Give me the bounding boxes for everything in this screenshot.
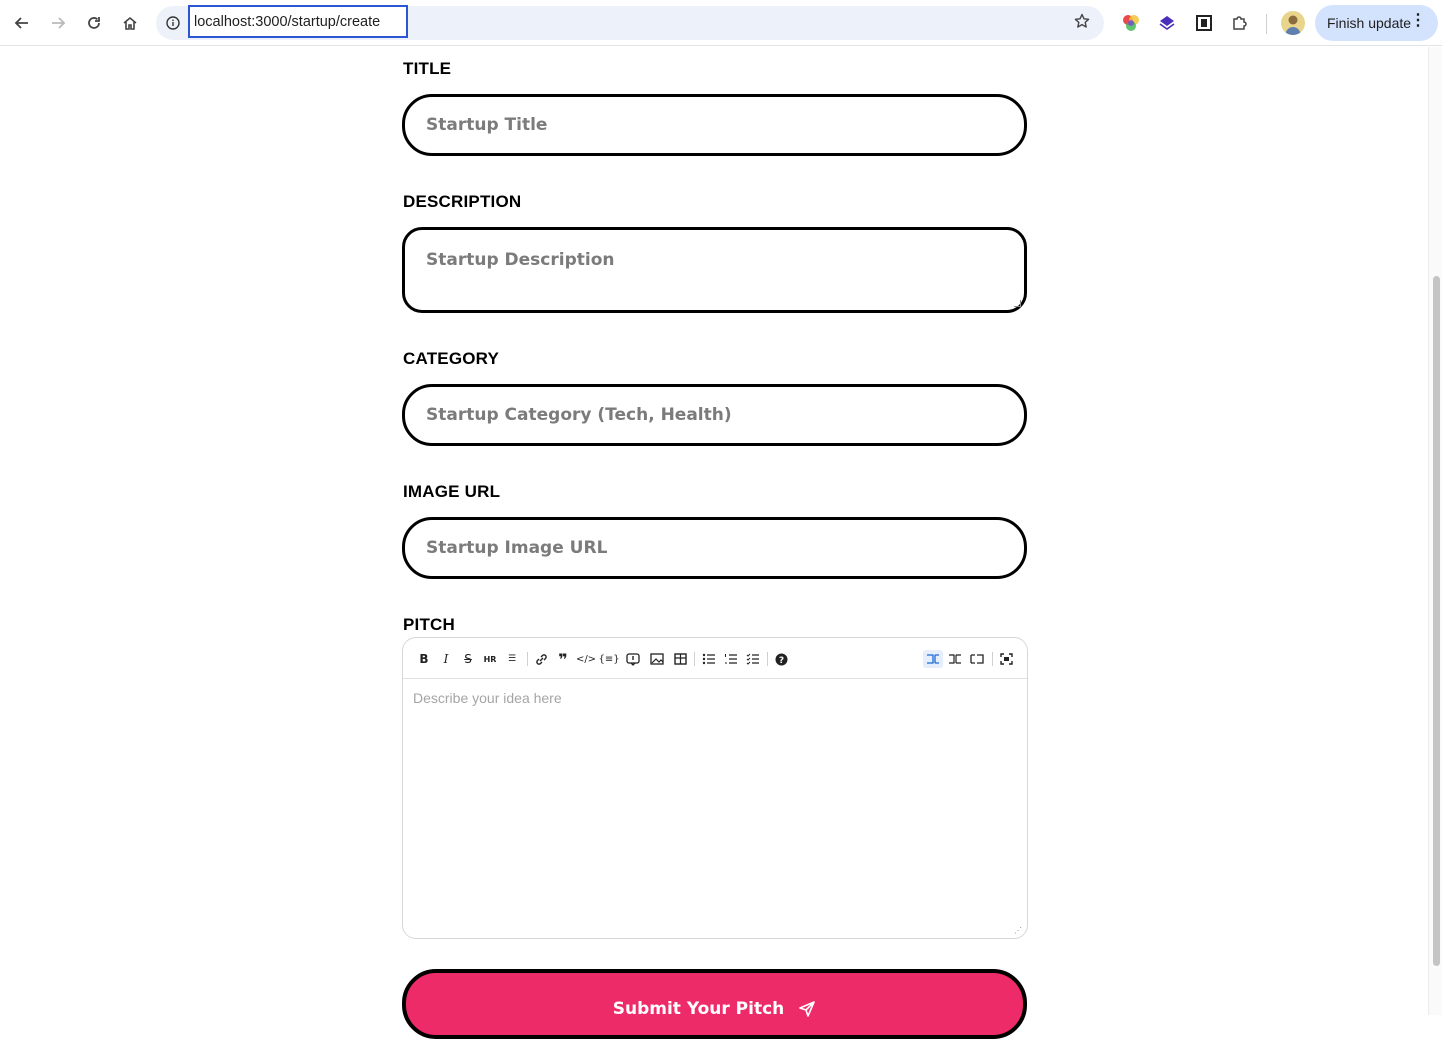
bold-icon[interactable]: B xyxy=(419,652,429,666)
reload-icon[interactable] xyxy=(80,9,108,37)
submit-pitch-button[interactable] xyxy=(402,969,1027,1039)
title-placeholder: Startup Title xyxy=(426,115,548,135)
checked-list-icon[interactable] xyxy=(743,650,761,668)
editor-toolbar xyxy=(403,638,1027,679)
back-arrow-icon[interactable] xyxy=(8,9,36,37)
image-url-label: IMAGE URL xyxy=(403,482,501,501)
image-url-input[interactable] xyxy=(402,517,1027,579)
hr-icon[interactable]: HR xyxy=(483,654,497,664)
address-bar[interactable] xyxy=(156,6,1104,40)
layers-extension-icon[interactable] xyxy=(1155,11,1179,35)
toolbar-divider xyxy=(1266,14,1267,34)
italic-icon[interactable]: I xyxy=(443,652,449,666)
strikethrough-icon[interactable]: S xyxy=(464,652,472,666)
resize-handle-icon[interactable] xyxy=(1014,300,1021,307)
pitch-label: PITCH xyxy=(403,615,455,634)
color-wheel-extension-icon[interactable] xyxy=(1119,11,1143,35)
forward-arrow-icon[interactable] xyxy=(44,9,72,37)
help-icon[interactable] xyxy=(772,650,790,668)
category-placeholder: Startup Category (Tech, Health) xyxy=(426,405,732,425)
toolbar-divider xyxy=(992,652,993,666)
finish-update-label: Finish update xyxy=(1327,15,1412,31)
category-label: CATEGORY xyxy=(403,349,500,368)
star-icon[interactable] xyxy=(1074,13,1090,34)
link-icon[interactable] xyxy=(532,650,550,668)
pitch-placeholder: Describe your idea here xyxy=(413,690,562,706)
code-block-icon[interactable]: {≡} xyxy=(598,653,620,665)
kebab-menu-icon[interactable]: ⋮ xyxy=(1410,12,1426,29)
description-label: DESCRIPTION xyxy=(403,192,522,211)
category-input[interactable] xyxy=(402,384,1027,446)
svg-text:?: ? xyxy=(778,655,784,666)
send-icon xyxy=(798,1000,816,1023)
info-icon[interactable] xyxy=(164,14,182,32)
description-placeholder: Startup Description xyxy=(426,250,615,270)
image-icon[interactable] xyxy=(648,650,666,668)
puzzle-icon[interactable] xyxy=(1228,11,1252,35)
edit-mode-icon[interactable] xyxy=(923,650,943,668)
avatar[interactable] xyxy=(1281,11,1305,35)
comment-icon[interactable] xyxy=(624,650,642,668)
live-mode-icon[interactable] xyxy=(946,650,964,668)
finish-update-button[interactable] xyxy=(1315,5,1438,41)
home-icon[interactable] xyxy=(116,9,144,37)
description-textarea[interactable] xyxy=(402,227,1027,313)
toolbar-divider xyxy=(527,652,528,666)
table-icon[interactable] xyxy=(671,650,689,668)
preview-mode-icon[interactable] xyxy=(968,650,986,668)
toolbar-divider xyxy=(694,652,695,666)
fullscreen-icon[interactable] xyxy=(997,650,1015,668)
title-icon[interactable]: ☰ xyxy=(507,654,517,664)
submit-label: Submit Your Pitch xyxy=(612,999,785,1019)
page-scrollbar-thumb[interactable] xyxy=(1433,276,1440,966)
toolbar-divider xyxy=(767,652,768,666)
frame-extension-icon[interactable] xyxy=(1192,11,1216,35)
pitch-editor[interactable] xyxy=(402,637,1028,939)
title-input[interactable] xyxy=(402,94,1027,156)
browser-toolbar xyxy=(0,0,1442,46)
image-url-placeholder: Startup Image URL xyxy=(426,538,608,558)
editor-resize-grip-icon[interactable]: ⋰ xyxy=(1014,926,1022,935)
unordered-list-icon[interactable] xyxy=(699,650,717,668)
ordered-list-icon[interactable] xyxy=(721,650,739,668)
startup-form xyxy=(402,47,1028,1019)
title-label: TITLE xyxy=(403,59,452,78)
code-icon[interactable]: </> xyxy=(575,653,597,665)
quote-icon[interactable]: ❞ xyxy=(558,649,568,669)
url-text[interactable]: localhost:3000/startup/create xyxy=(188,5,408,38)
